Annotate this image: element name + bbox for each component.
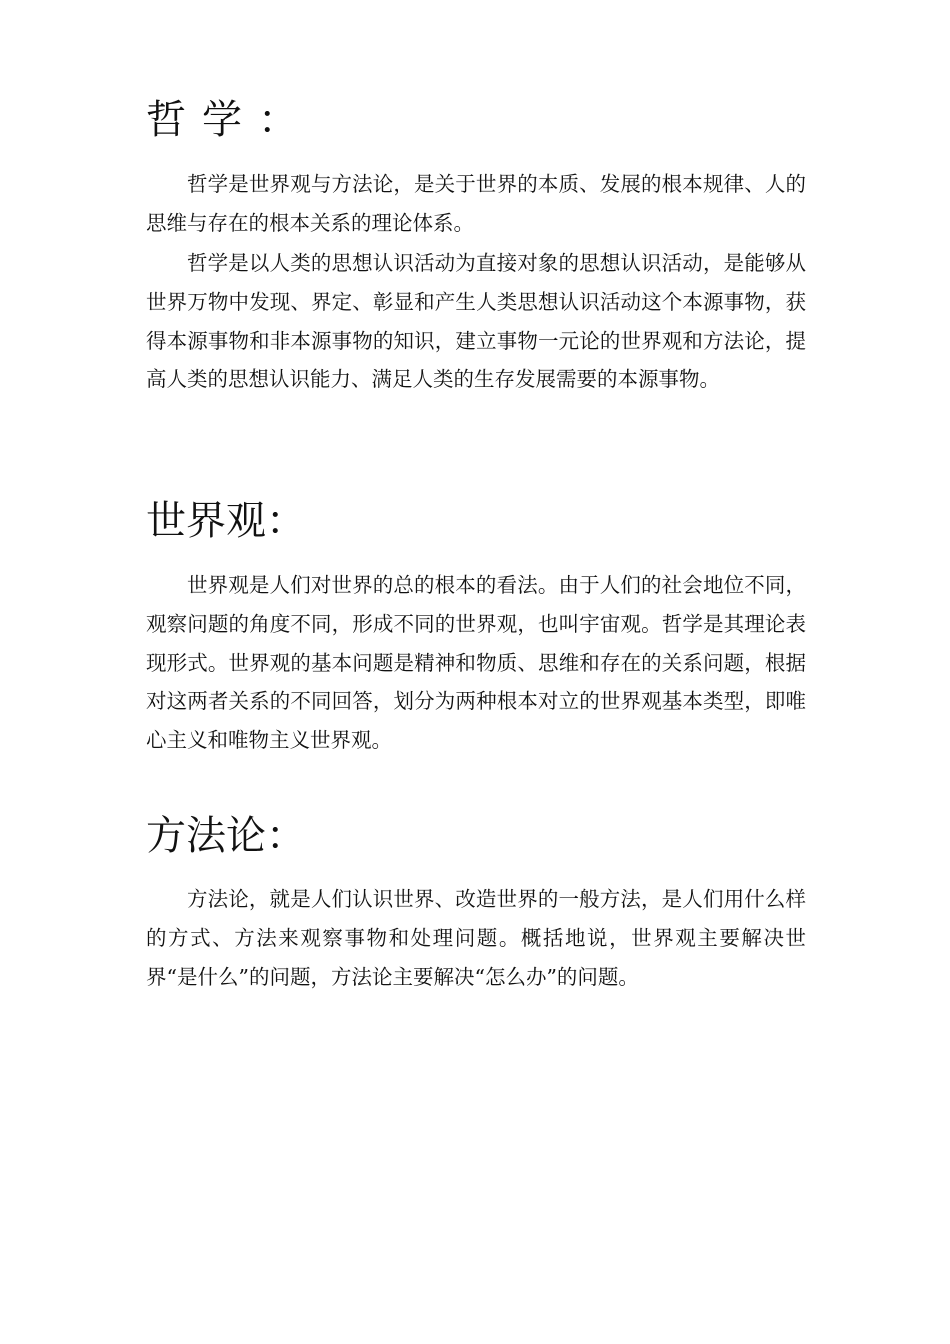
paragraph-methodology: 方法论，就是人们认识世界、改造世界的一般方法，是人们用什么样的方式、方法来观察事物和处理问题。概括地说，世界观主要解决世界“是什么”的问题，方法论主要解决“怎么办”的问题。 xyxy=(146,887,806,989)
paragraph-philosophy-description: 哲学是以人类的思想认识活动为直接对象的思想认识活动，是能够从世界万物中发现、界定、彰显和产生人类思想认识活动这个本源事物，获得本源事物和非本源事物的知识，建立事物一元论的世界观和方法论，提高人类的思想认识能力、满足人类的生存发展需要的本源事物。 xyxy=(146,251,806,392)
heading-philosophy: 哲学： xyxy=(146,97,314,143)
paragraph-worldview: 世界观是人们对世界的总的根本的看法。由于人们的社会地位不同，观察问题的角度不同，形成不同的世界观，也叫宇宙观。哲学是其理论表现形式。世界观的基本问题是精神和物质、思维和存在的关系问题，根据对这两者关系的不同回答，划分为两种根本对立的世界观基本类型，即唯心主义和唯物主义世界观。 xyxy=(146,573,806,753)
heading-worldview: 世界观： xyxy=(146,498,306,544)
heading-methodology: 方法论： xyxy=(146,813,306,859)
paragraph-philosophy-definition: 哲学是世界观与方法论，是关于世界的本质、发展的根本规律、人的思维与存在的根本关系的理论体系。 xyxy=(146,172,806,235)
